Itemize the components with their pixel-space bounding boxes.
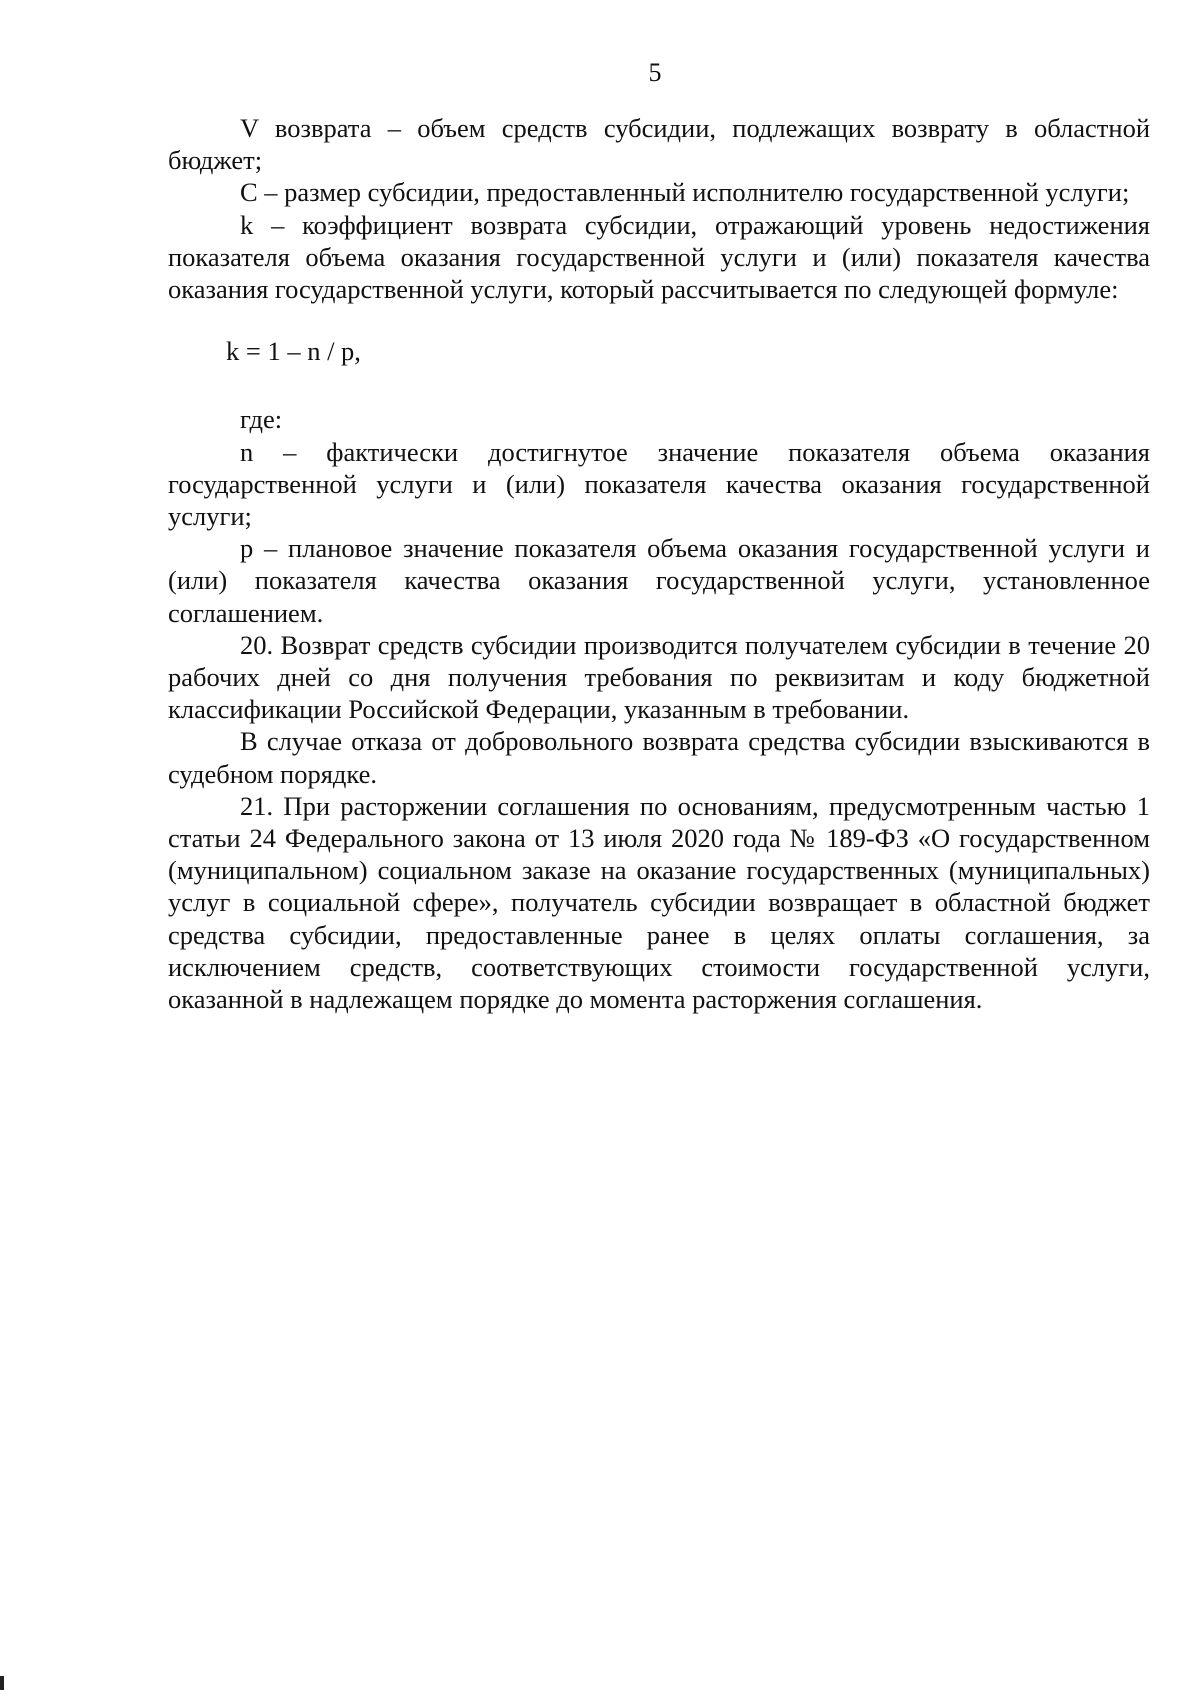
scan-edge-mark bbox=[0, 1676, 4, 1690]
document-body bbox=[168, 112, 1150, 1015]
paragraph-c-definition: С – размер субсидии, предоставленный исполнителю государственной услуги; bbox=[240, 177, 1130, 208]
paragraph-p-definition: p – плановое значение показателя объема оказания государственной услуги и (или) показателя качества оказания государственной услуги, установленное соглашением. bbox=[168, 533, 1150, 628]
paragraph-k-definition: k – коэффициент возврата субсидии, отражающий уровень недостижения показателя объема оказания государственной услуги и (или) показателя качества оказания государственной услуги, который рассчитывается по следующей формуле: bbox=[168, 209, 1150, 305]
page-number: 5 bbox=[648, 58, 662, 87]
formula: k = 1 – n / p, bbox=[226, 336, 361, 367]
paragraph-where: где: bbox=[240, 404, 283, 435]
paragraph-item-20: 20. Возврат средств субсидии производится получателем субсидии в течение 20 рабочих дней со дня получения требования по реквизитам и коду бюджетной классификации Российской Федерации, указанным в требовании. bbox=[168, 629, 1150, 725]
paragraph-refusal: В случае отказа от добровольного возврата средства субсидии взыскиваются в судебном порядке. bbox=[168, 726, 1150, 789]
paragraph-n-definition: n – фактически достигнутое значение показателя объема оказания государственной услуги и (или) показателя качества оказания государственной услуги; bbox=[168, 436, 1150, 532]
paragraph-v-definition: V возврата – объем средств субсидии, подлежащих возврату в областной бюджет; bbox=[168, 113, 1150, 176]
paragraph-item-21: 21. При расторжении соглашения по основаниям, предусмотренным частью 1 статьи 24 Федерального закона от 13 июля 2020 года № 189-ФЗ «О государственном (муниципальном) социальном заказе на оказание государственных (муниципальных) услуг в социальной сфере», получатель субсидии возвращает в областной бюджет средства субсидии, предоставленные ранее в целях оплаты соглашения, за исключением средств, соответствующих стоимости государственной услуги, оказанной в надлежащем порядке до момента расторжения соглашения. bbox=[168, 790, 1150, 1015]
